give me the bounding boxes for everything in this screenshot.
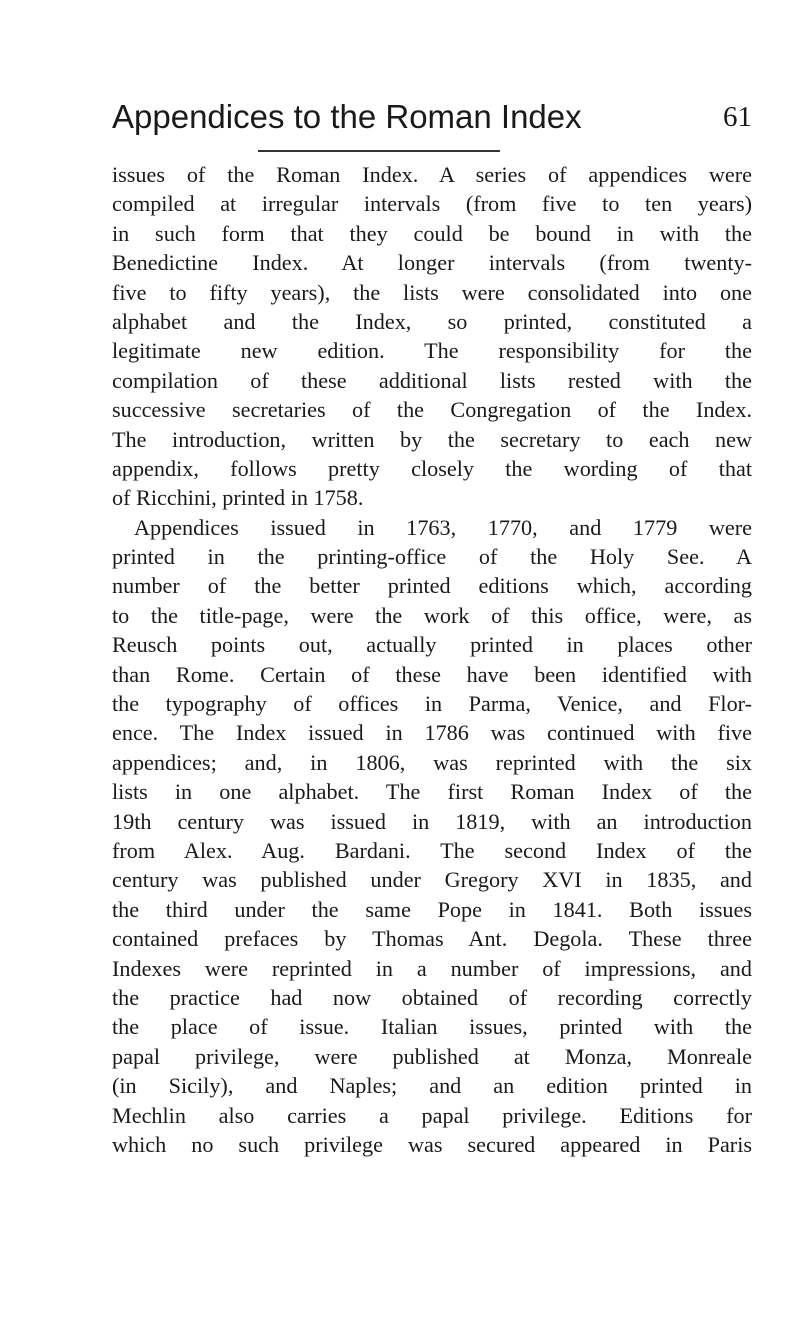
text-line: issues of the Roman Index. A series of appendices were (112, 162, 752, 187)
text-line: appendices; and, in 1806, was reprinted with the six (112, 749, 752, 775)
text-line: lists in one alphabet. The first Roman Index of the (112, 779, 752, 805)
text-line: Appendices issued in 1763, 1770, and 1779 were (134, 514, 752, 540)
text-line: century was published under Gregory XVI in 1835, and (112, 867, 752, 893)
text-line: alphabet and the Index, so printed, constituted a (112, 308, 752, 334)
text-line: which no such privilege was secured appeared in Paris (112, 1131, 752, 1157)
text-line: ence. The Index issued in 1786 was continued with five (112, 720, 752, 746)
text-line: the third under the same Pope in 1841. Both issues (112, 896, 752, 922)
running-head (112, 92, 752, 142)
text-line: than Rome. Certain of these have been identified with (112, 661, 752, 687)
body-text (112, 160, 752, 1159)
text-line: the practice had now obtained of recording correctly (112, 984, 752, 1010)
header-rule (258, 150, 500, 152)
text-line: Mechlin also carries a papal privilege. Editions for (112, 1102, 752, 1128)
text-line: The introduction, written by the secretary to each new (112, 426, 752, 452)
text-line: appendix, follows pretty closely the wording of that (112, 455, 752, 481)
text-line: of Ricchini, printed in 1758. (112, 485, 364, 511)
text-line: Indexes were reprinted in a number of impressions, and (112, 955, 752, 981)
text-line: 19th century was issued in 1819, with an introduction (112, 808, 752, 834)
text-line: compiled at irregular intervals (from five to ten years) (112, 191, 752, 217)
text-line: legitimate new edition. The responsibility for the (112, 338, 752, 364)
text-line: printed in the printing-office of the Holy See. A (112, 544, 752, 570)
text-line: Benedictine Index. At longer intervals (from twenty- (112, 250, 752, 276)
text-line: from Alex. Aug. Bardani. The second Index of the (112, 837, 752, 863)
text-line: five to fifty years), the lists were consolidated into one (112, 279, 752, 305)
text-line: compilation of these additional lists rested with the (112, 367, 752, 393)
running-title: Appendices to the Roman Index (112, 98, 582, 135)
text-line: the typography of offices in Parma, Venice, and Flor- (112, 691, 752, 717)
text-line: in such form that they could be bound in with the (112, 220, 752, 246)
text-line: number of the better printed editions which, according (112, 573, 752, 599)
text-line: papal privilege, were published at Monza, Monreale (112, 1043, 752, 1069)
text-line: to the title-page, were the work of this office, were, as (112, 602, 752, 628)
text-line: the place of issue. Italian issues, printed with the (112, 1014, 752, 1040)
page-number: 61 (723, 101, 752, 133)
text-line: Reusch points out, actually printed in places other (112, 632, 752, 658)
text-line: (in Sicily), and Naples; and an edition printed in (112, 1073, 752, 1099)
text-line: successive secretaries of the Congregation of the Index. (112, 397, 752, 423)
text-line: contained prefaces by Thomas Ant. Degola. These three (112, 926, 752, 952)
